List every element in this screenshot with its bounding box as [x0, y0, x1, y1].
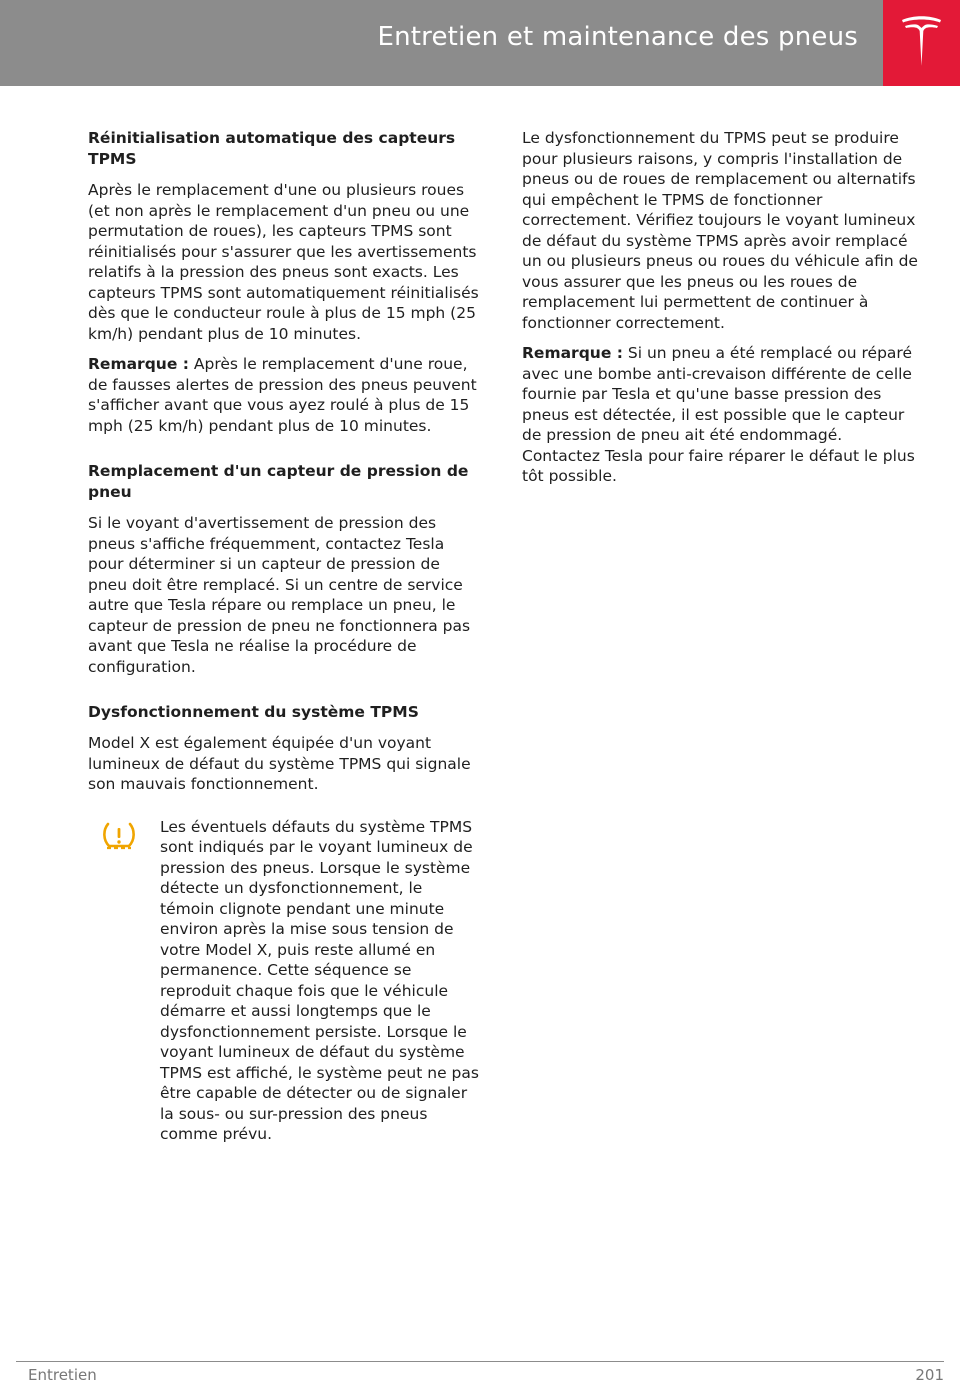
section-heading-tpms-malfunction: Dysfonctionnement du système TPMS: [88, 703, 419, 721]
logo-badge: [883, 0, 960, 86]
section-heading-auto-reset: Réinitialisation automatique des capteurs TPMS: [88, 129, 456, 168]
note-text: Si un pneu a été remplacé ou réparé avec une bombe anti-crevaison différente de celle fournie par Tesla et qu'une basse pression des pneus est détectée, il est possible que le capteur de pression de pneu ait été endommagé. Contactez Tesla pour faire réparer le défaut le plus tôt possible.: [522, 344, 915, 485]
section-body-sensor-replacement: Si le voyant d'avertissement de pression des pneus s'affiche fréquemment, contactez Tesla pour déterminer si un capteur de pression de pneu doit être remplacé. Si un centre de service autre que Tesla répare ou remplace un pneu, le capteur de pression de pneu ne fonctionnera pas avant que Tesla ne réalise la procédure de configuration.: [88, 514, 471, 676]
malfunction-causes-text: Le dysfonctionnement du TPMS peut se produire pour plusieurs raisons, y compris l'installation de pneus ou de roues de remplacement ou alternatifs qui empêchent le TPMS de fonctionner correctement. Vérifiez toujours le voyant lumineux de défaut du système TPMS après avoir remplacé un ou plusieurs pneus ou roues du véhicule afin de vous assurer que les pneus ou les roues de remplacement lui permettent de continuer à fonctionner correctement.: [522, 129, 918, 332]
tpms-alert-box: [88, 817, 480, 1145]
page-title: Entretien et maintenance des pneus: [377, 22, 858, 52]
page-header: [0, 0, 960, 86]
footer-section-name: Entretien: [28, 1366, 97, 1384]
note-text: Après le remplacement d'une roue, de fausses alertes de pression des pneus peuvent s'afficher avant que vous ayez roulé à plus de 15 mph (25 km/h) pendant plus de 10 minutes.: [88, 355, 477, 435]
note-repair-kit: [522, 343, 918, 487]
section-heading-sensor-replacement: Remplacement d'un capteur de pression de pneu: [88, 462, 469, 501]
section-auto-reset: [88, 128, 480, 436]
section-sensor-replacement: [88, 461, 480, 677]
tpms-warning-icon: [102, 821, 136, 851]
note-label: Remarque :: [522, 344, 623, 362]
tesla-logo-icon: [901, 16, 942, 68]
section-tpms-malfunction: [88, 702, 480, 1145]
section-body-tpms-malfunction: Model X est également équipée d'un voyant lumineux de défaut du système TPMS qui signale son mauvais fonctionnement.: [88, 734, 471, 793]
page-footer: [16, 1361, 944, 1384]
left-column: [88, 128, 480, 1170]
right-column: [522, 128, 918, 497]
page-number: 201: [915, 1366, 944, 1384]
note-label: Remarque :: [88, 355, 189, 373]
section-body-auto-reset: Après le remplacement d'une ou plusieurs roues (et non après le remplacement d'un pneu ou une permutation de roues), les capteurs TPMS sont réinitialisés pour s'assurer que les avertissements relatifs à la pression des pneus sont exacts. Les capteurs TPMS sont automatiquement réinitialisés dès que le conducteur roule à plus de 15 mph (25 km/h) pendant plus de 10 minutes.: [88, 181, 479, 343]
note-auto-reset: [88, 354, 480, 436]
tpms-alert-text: Les éventuels défauts du système TPMS sont indiqués par le voyant lumineux de pression des pneus. Lorsque le système détecte un dysfonctionnement, le témoin clignote pendant une minute environ après la mise sous tension de votre Model X, puis reste allumé en permanence. Cette séquence se reproduit chaque fois que le véhicule démarre et aussi longtemps que le dysfonctionnement persiste. Lorsque le voyant lumineux de défaut du système TPMS est affiché, le système peut ne pas être capable de détecter ou de signaler la sous- ou sur-pression des pneus comme prévu.: [160, 817, 479, 1143]
